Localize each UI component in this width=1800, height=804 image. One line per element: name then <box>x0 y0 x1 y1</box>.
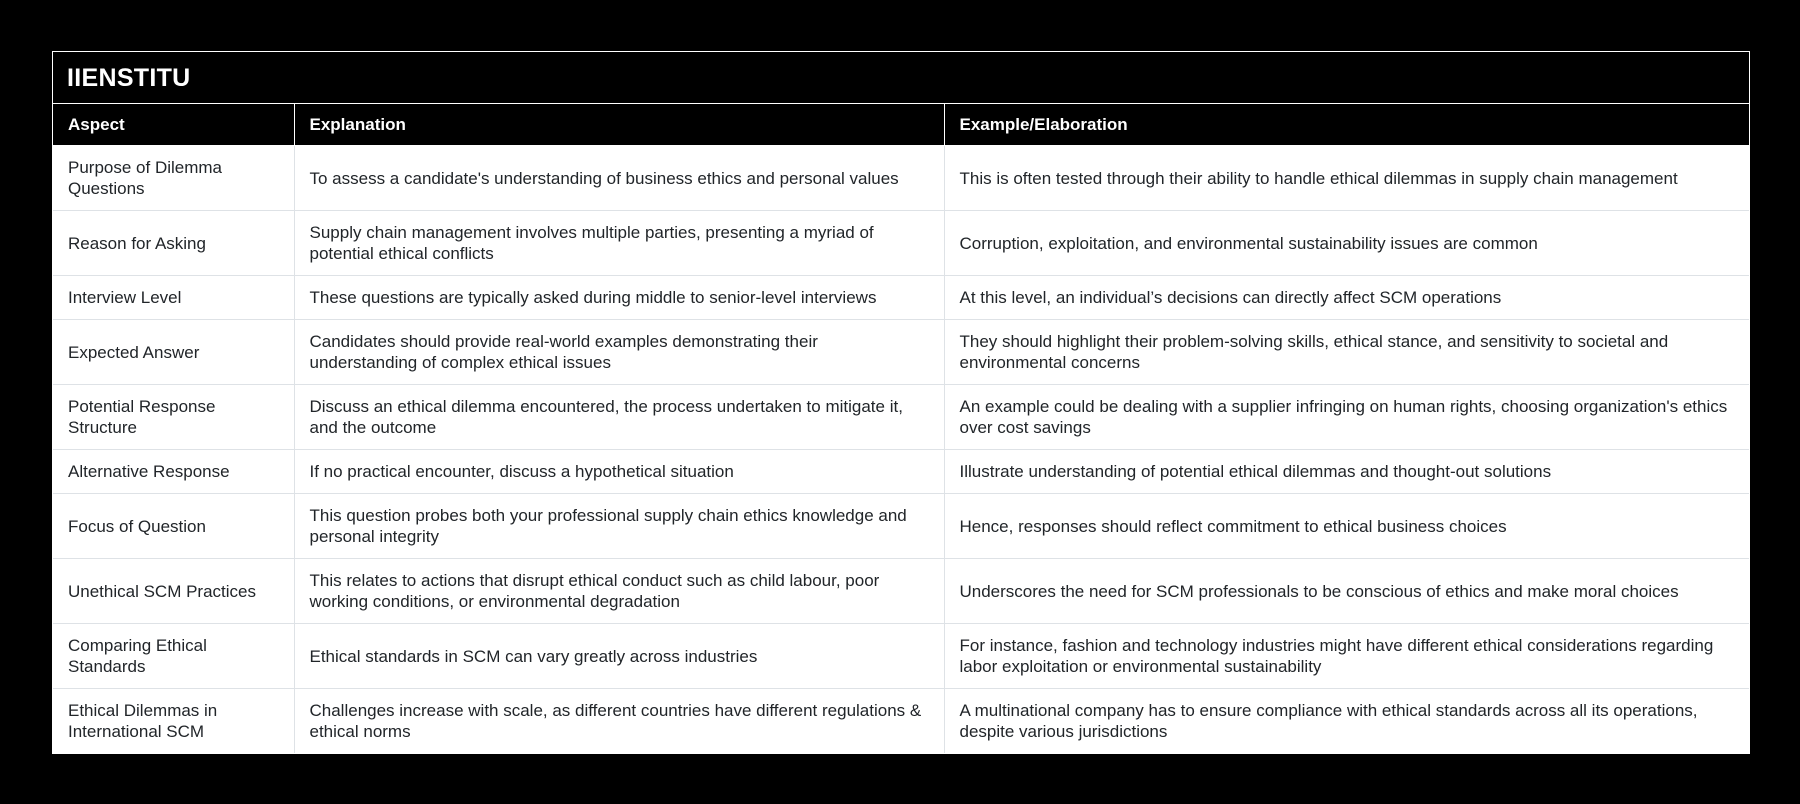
explanation-cell: Discuss an ethical dilemma encountered, the process undertaken to mitigate it, and the outcome <box>294 385 944 450</box>
table-row <box>53 559 1749 624</box>
aspect-cell: Purpose of Dilemma Questions <box>53 146 294 211</box>
brand-title: IIENSTITU <box>53 52 1749 104</box>
explanation-cell: This relates to actions that disrupt ethical conduct such as child labour, poor working conditions, or environmental degradation <box>294 559 944 624</box>
aspect-cell: Focus of Question <box>53 494 294 559</box>
column-header-example-elaboration: Example/Elaboration <box>944 104 1749 146</box>
example-cell: For instance, fashion and technology industries might have different ethical considerations regarding labor exploitation or environmental sustainability <box>944 624 1749 689</box>
example-cell: Corruption, exploitation, and environmental sustainability issues are common <box>944 211 1749 276</box>
column-header-aspect: Aspect <box>53 104 294 146</box>
aspect-cell: Interview Level <box>53 276 294 320</box>
table-row <box>53 494 1749 559</box>
aspect-cell: Reason for Asking <box>53 211 294 276</box>
example-cell: Underscores the need for SCM professionals to be conscious of ethics and make moral choices <box>944 559 1749 624</box>
table-body <box>53 146 1749 754</box>
example-cell: At this level, an individual’s decisions can directly affect SCM operations <box>944 276 1749 320</box>
aspect-cell: Comparing Ethical Standards <box>53 624 294 689</box>
table-row <box>53 385 1749 450</box>
aspect-cell: Potential Response Structure <box>53 385 294 450</box>
example-cell: An example could be dealing with a supplier infringing on human rights, choosing organization's ethics over cost savings <box>944 385 1749 450</box>
example-cell: This is often tested through their ability to handle ethical dilemmas in supply chain management <box>944 146 1749 211</box>
example-cell: A multinational company has to ensure compliance with ethical standards across all its operations, despite various jurisdictions <box>944 689 1749 754</box>
table-row <box>53 211 1749 276</box>
explanation-cell: Supply chain management involves multiple parties, presenting a myriad of potential ethical conflicts <box>294 211 944 276</box>
table-row <box>53 320 1749 385</box>
table-row <box>53 689 1749 754</box>
explanation-cell: Candidates should provide real-world examples demonstrating their understanding of complex ethical issues <box>294 320 944 385</box>
explanation-cell: Ethical standards in SCM can vary greatly across industries <box>294 624 944 689</box>
aspect-cell: Alternative Response <box>53 450 294 494</box>
aspect-cell: Unethical SCM Practices <box>53 559 294 624</box>
example-cell: Illustrate understanding of potential ethical dilemmas and thought-out solutions <box>944 450 1749 494</box>
table-row <box>53 624 1749 689</box>
explanation-cell: These questions are typically asked during middle to senior-level interviews <box>294 276 944 320</box>
info-table <box>53 104 1749 753</box>
column-header-explanation: Explanation <box>294 104 944 146</box>
example-cell: Hence, responses should reflect commitment to ethical business choices <box>944 494 1749 559</box>
explanation-cell: This question probes both your professional supply chain ethics knowledge and personal integrity <box>294 494 944 559</box>
explanation-cell: To assess a candidate's understanding of business ethics and personal values <box>294 146 944 211</box>
explanation-cell: If no practical encounter, discuss a hypothetical situation <box>294 450 944 494</box>
table-row <box>53 276 1749 320</box>
aspect-cell: Expected Answer <box>53 320 294 385</box>
example-cell: They should highlight their problem-solving skills, ethical stance, and sensitivity to societal and environmental concerns <box>944 320 1749 385</box>
table-row <box>53 450 1749 494</box>
aspect-cell: Ethical Dilemmas in International SCM <box>53 689 294 754</box>
explanation-cell: Challenges increase with scale, as different countries have different regulations & ethical norms <box>294 689 944 754</box>
table-row <box>53 146 1749 211</box>
table-header-row <box>53 104 1749 146</box>
table-card <box>52 51 1750 754</box>
